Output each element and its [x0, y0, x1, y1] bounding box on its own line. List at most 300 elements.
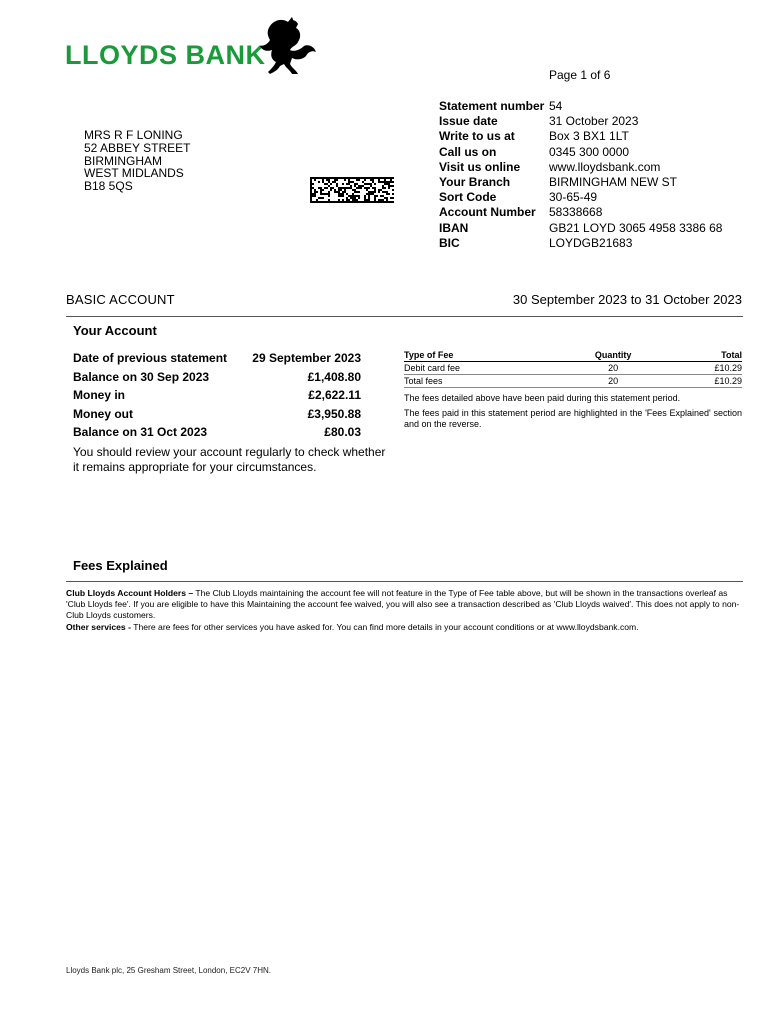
barcode-module: [310, 185, 312, 187]
barcode-module: [374, 197, 376, 199]
barcode-module: [352, 189, 354, 191]
barcode-module: [374, 201, 376, 203]
barcode-module: [338, 201, 340, 203]
barcode-module: [350, 195, 352, 197]
barcode-module: [384, 201, 386, 203]
barcode-module: [350, 201, 352, 203]
barcode-module: [342, 187, 344, 189]
barcode-module: [370, 185, 372, 187]
barcode-module: [388, 201, 390, 203]
club-lloyds-paragraph: [66, 588, 742, 620]
barcode-module: [370, 177, 372, 179]
barcode-module: [380, 177, 382, 179]
barcode-module: [382, 191, 384, 193]
barcode-module: [348, 195, 350, 197]
barcode-module: [382, 195, 384, 197]
barcode-module: [392, 181, 394, 183]
barcode-module: [380, 189, 382, 191]
barcode-module: [338, 195, 340, 197]
barcode-module: [344, 201, 346, 203]
barcode-module: [312, 193, 314, 195]
address-line: MRS R F LONING: [84, 128, 183, 142]
barcode-module: [320, 191, 322, 193]
barcode-module: [312, 183, 314, 185]
total-cell: £10.29: [664, 362, 742, 375]
barcode-module: [372, 181, 374, 183]
barcode-module: [384, 181, 386, 183]
barcode-module: [336, 179, 338, 181]
barcode-module: [322, 193, 324, 195]
barcode-module: [374, 189, 376, 191]
barcode-module: [326, 183, 328, 185]
barcode-module: [326, 177, 328, 179]
barcode-module: [336, 177, 338, 179]
barcode-module: [384, 197, 386, 199]
table-row: [404, 362, 742, 375]
barcode-module: [384, 177, 386, 179]
barcode-module: [340, 189, 342, 191]
barcode-module: [388, 183, 390, 185]
barcode-module: [342, 193, 344, 195]
barcode-module: [344, 191, 346, 193]
barcode-module: [320, 177, 322, 179]
barcode-module: [370, 201, 372, 203]
barcode-module: [330, 189, 332, 191]
barcode-module: [348, 183, 350, 185]
barcode-module: [386, 181, 388, 183]
summary-label: Money in: [73, 388, 126, 402]
barcode-module: [354, 195, 356, 197]
barcode-module: [334, 181, 336, 183]
barcode-module: [380, 199, 382, 201]
barcode-module: [368, 177, 370, 179]
barcode-module: [352, 177, 354, 179]
barcode-module: [360, 177, 362, 179]
summary-row: [73, 405, 361, 424]
info-value: GB21 LOYD 3065 4958 3386 68: [549, 220, 723, 235]
barcode-module: [350, 187, 352, 189]
barcode-module: [334, 191, 336, 193]
summary-label: Balance on 31 Oct 2023: [73, 425, 208, 439]
barcode-module: [340, 187, 342, 189]
barcode-module: [310, 195, 312, 197]
barcode-module: [372, 177, 374, 179]
fees-explained-title: Fees Explained: [73, 558, 168, 573]
barcode-module: [310, 181, 312, 183]
barcode-module: [338, 191, 340, 193]
info-row: [439, 99, 722, 114]
barcode-module: [332, 177, 334, 179]
info-row: [439, 236, 722, 251]
info-label: Your Branch: [439, 174, 511, 189]
barcode-module: [374, 177, 376, 179]
barcode-module: [368, 201, 370, 203]
fees-note: The fees detailed above have been paid during this statement period.: [404, 393, 681, 403]
barcode-module: [382, 201, 384, 203]
barcode-module: [310, 197, 312, 199]
barcode-module: [346, 187, 348, 189]
info-row: [439, 175, 722, 190]
barcode-module: [330, 187, 332, 189]
barcode-module: [316, 199, 318, 201]
barcode-module: [354, 189, 356, 191]
barcode-module: [372, 193, 374, 195]
barcode-module: [366, 187, 368, 189]
barcode-module: [366, 177, 368, 179]
barcode-module: [392, 185, 394, 187]
barcode-module: [326, 187, 328, 189]
barcode-module: [356, 177, 358, 179]
barcode-module: [350, 185, 352, 187]
footer-address: Lloyds Bank plc, 25 Gresham Street, London, EC2V 7HN.: [66, 966, 271, 975]
barcode-module: [338, 187, 340, 189]
barcode-icon: [310, 177, 394, 203]
barcode-module: [356, 201, 358, 203]
barcode-module: [328, 191, 330, 193]
barcode-module: [332, 201, 334, 203]
customer-address: [84, 129, 191, 193]
info-value: LOYDGB21683: [549, 235, 633, 250]
barcode-module: [314, 201, 316, 203]
barcode-module: [350, 197, 352, 199]
barcode-module: [320, 193, 322, 195]
barcode-module: [334, 179, 336, 181]
barcode-module: [336, 185, 338, 187]
barcode-module: [390, 201, 392, 203]
barcode-module: [360, 187, 362, 189]
info-label: Visit us online: [439, 159, 521, 174]
barcode-module: [352, 195, 354, 197]
barcode-module: [342, 191, 344, 193]
barcode-module: [368, 183, 370, 185]
barcode-module: [312, 177, 314, 179]
barcode-module: [310, 199, 312, 201]
barcode-module: [376, 201, 378, 203]
fees-note: The fees paid in this statement period are highlighted in the 'Fees Explained' section and on the reverse.: [404, 407, 742, 429]
barcode-module: [356, 183, 358, 185]
barcode-module: [384, 179, 386, 181]
barcode-module: [364, 179, 366, 181]
barcode-module: [378, 189, 380, 191]
info-label: Sort Code: [439, 190, 497, 205]
info-value: Box 3 BX1 1LT: [549, 129, 629, 144]
barcode-module: [382, 185, 384, 187]
barcode-module: [380, 181, 382, 183]
barcode-module: [374, 191, 376, 193]
summary-label: Balance on 30 Sep 2023: [73, 369, 210, 384]
barcode-module: [382, 181, 384, 183]
barcode-module: [390, 181, 392, 183]
summary-value: £2,622.11: [308, 388, 361, 402]
barcode-module: [342, 199, 344, 201]
barcode-module: [386, 183, 388, 185]
fees-table: [404, 349, 742, 388]
barcode-module: [388, 193, 390, 195]
barcode-module: [358, 195, 360, 197]
barcode-module: [314, 177, 316, 179]
account-type: BASIC ACCOUNT: [66, 292, 175, 307]
barcode-module: [318, 197, 320, 199]
barcode-module: [378, 191, 380, 193]
barcode-module: [358, 201, 360, 203]
barcode-module: [334, 189, 336, 191]
barcode-module: [388, 187, 390, 189]
barcode-module: [392, 197, 394, 199]
barcode-module: [342, 177, 344, 179]
barcode-module: [374, 199, 376, 201]
barcode-module: [328, 195, 330, 197]
barcode-module: [380, 201, 382, 203]
barcode-module: [346, 177, 348, 179]
info-label: Statement number: [439, 99, 545, 113]
total-header: Total: [664, 349, 742, 362]
barcode-module: [310, 189, 312, 191]
barcode-module: [354, 177, 356, 179]
summary-row: [73, 368, 361, 387]
barcode-module: [386, 191, 388, 193]
barcode-module: [358, 191, 360, 193]
barcode-module: [338, 177, 340, 179]
barcode-module: [338, 193, 340, 195]
barcode-module: [372, 179, 374, 181]
quantity-header: Quantity: [562, 349, 665, 362]
summary-value: £80.03: [324, 425, 361, 439]
summary-label: Money out: [73, 406, 133, 421]
barcode-module: [340, 195, 342, 197]
barcode-module: [346, 201, 348, 203]
barcode-module: [322, 201, 324, 203]
barcode-module: [310, 191, 312, 193]
barcode-module: [328, 177, 330, 179]
table-row: [404, 375, 742, 388]
barcode-module: [354, 183, 356, 185]
info-label: IBAN: [439, 220, 469, 235]
barcode-module: [344, 189, 346, 191]
fee-type-cell: Total fees: [404, 375, 562, 388]
barcode-module: [370, 191, 372, 193]
barcode-module: [390, 179, 392, 181]
barcode-module: [370, 193, 372, 195]
info-label: Account Number: [439, 205, 536, 220]
barcode-module: [346, 199, 348, 201]
statement-info: [439, 99, 722, 251]
barcode-module: [314, 191, 316, 193]
barcode-module: [364, 183, 366, 185]
barcode-module: [354, 199, 356, 201]
info-label: Write to us at: [439, 129, 515, 144]
quantity-cell: 20: [562, 362, 665, 375]
barcode-module: [382, 187, 384, 189]
barcode-module: [336, 183, 338, 185]
divider: [66, 316, 743, 317]
barcode-module: [386, 201, 388, 203]
black-horse-logo-icon: [252, 16, 324, 78]
barcode-module: [324, 201, 326, 203]
barcode-module: [346, 197, 348, 199]
barcode-module: [344, 177, 346, 179]
info-row: [439, 190, 722, 205]
info-value: www.lloydsbank.com: [549, 159, 661, 174]
barcode-module: [356, 179, 358, 181]
barcode-module: [384, 183, 386, 185]
barcode-module: [314, 179, 316, 181]
barcode-module: [324, 177, 326, 179]
barcode-module: [318, 201, 320, 203]
barcode-module: [336, 191, 338, 193]
barcode-module: [368, 193, 370, 195]
barcode-module: [390, 177, 392, 179]
barcode-module: [320, 189, 322, 191]
club-lloyds-label: Club Lloyds Account Holders –: [66, 588, 194, 598]
barcode-module: [328, 201, 330, 203]
barcode-module: [368, 187, 370, 189]
summary-row: [73, 349, 361, 368]
barcode-module: [376, 177, 378, 179]
barcode-module: [310, 201, 312, 203]
barcode-module: [342, 195, 344, 197]
info-value: 31 October 2023: [549, 114, 639, 129]
barcode-module: [310, 179, 312, 181]
barcode-module: [366, 199, 368, 201]
barcode-module: [348, 179, 350, 181]
barcode-module: [330, 177, 332, 179]
barcode-module: [326, 201, 328, 203]
address-line: BIRMINGHAM: [84, 153, 162, 168]
barcode-module: [368, 199, 370, 201]
barcode-module: [358, 179, 360, 181]
barcode-module: [326, 193, 328, 195]
barcode-module: [310, 177, 312, 179]
account-summary: [73, 349, 361, 442]
barcode-module: [326, 179, 328, 181]
barcode-module: [362, 181, 364, 183]
barcode-module: [392, 177, 394, 179]
barcode-module: [328, 181, 330, 183]
fees-section: [404, 349, 742, 431]
total-cell: £10.29: [664, 375, 742, 388]
barcode-module: [350, 181, 352, 183]
barcode-module: [368, 195, 370, 197]
quantity-cell: 20: [562, 375, 665, 388]
barcode-module: [382, 177, 384, 179]
other-services-label: Other services -: [66, 622, 131, 633]
barcode-module: [358, 177, 360, 179]
barcode-module: [340, 177, 342, 179]
barcode-module: [312, 201, 314, 203]
barcode-module: [316, 177, 318, 179]
barcode-module: [380, 195, 382, 197]
fees-explained-text: [66, 588, 742, 635]
barcode-module: [372, 191, 374, 193]
barcode-module: [356, 199, 358, 201]
summary-value: 29 September 2023: [252, 351, 361, 365]
barcode-module: [312, 187, 314, 189]
barcode-module: [322, 189, 324, 191]
info-value: 58338668: [549, 205, 603, 220]
barcode-module: [374, 187, 376, 189]
barcode-module: [384, 191, 386, 193]
barcode-module: [354, 201, 356, 203]
barcode-module: [310, 183, 312, 185]
barcode-module: [364, 199, 366, 201]
barcode-module: [364, 197, 366, 199]
barcode-module: [334, 177, 336, 179]
barcode-module: [332, 181, 334, 183]
info-row: [439, 129, 722, 144]
barcode-module: [364, 187, 366, 189]
barcode-module: [344, 179, 346, 181]
address-line: 52 ABBEY STREET: [84, 140, 191, 155]
barcode-module: [358, 197, 360, 199]
your-account-title: Your Account: [73, 323, 157, 338]
barcode-module: [362, 185, 364, 187]
barcode-module: [392, 201, 394, 203]
barcode-module: [322, 197, 324, 199]
barcode-module: [372, 201, 374, 203]
barcode-module: [382, 199, 384, 201]
club-lloyds-text: The Club Lloyds maintaining the account fee will not feature in the Type of Fee table above, but will be shown in the transactions overleaf as 'Club Lloyds fee'. If you are eligible to have this Maintaining the account fee waived, you will also see a transaction described as 'Club Lloyds waived'. This does not apply to non-Club Lloyds customers.: [66, 588, 740, 620]
other-services-text: There are fees for other services you have asked for. You can find more details in your account conditions or at www.lloydsbank.com.: [130, 622, 639, 633]
barcode-module: [378, 201, 380, 203]
barcode-module: [362, 201, 364, 203]
barcode-module: [310, 187, 312, 189]
barcode-module: [370, 179, 372, 181]
info-label: Call us on: [439, 144, 497, 159]
summary-row: [73, 386, 361, 405]
barcode-module: [358, 185, 360, 187]
barcode-module: [354, 191, 356, 193]
barcode-module: [338, 189, 340, 191]
bank-logo-text: LLOYDS BANK: [65, 40, 266, 70]
barcode-module: [364, 177, 366, 179]
barcode-module: [324, 193, 326, 195]
barcode-module: [322, 179, 324, 181]
barcode-module: [348, 187, 350, 189]
barcode-module: [366, 189, 368, 191]
barcode-module: [328, 185, 330, 187]
barcode-module: [356, 195, 358, 197]
address-line: B18 5QS: [84, 179, 133, 194]
info-label: BIC: [439, 235, 460, 250]
barcode-module: [318, 177, 320, 179]
barcode-module: [328, 179, 330, 181]
statement-period: 30 September 2023 to 31 October 2023: [512, 292, 742, 307]
summary-label: Date of previous statement: [73, 351, 228, 365]
divider: [66, 581, 743, 582]
barcode-module: [388, 181, 390, 183]
barcode-module: [322, 177, 324, 179]
barcode-module: [320, 201, 322, 203]
barcode-module: [324, 183, 326, 185]
barcode-module: [340, 193, 342, 195]
barcode-module: [328, 199, 330, 201]
barcode-module: [366, 201, 368, 203]
info-row: [439, 205, 722, 220]
barcode-module: [324, 187, 326, 189]
barcode-module: [378, 199, 380, 201]
barcode-module: [330, 201, 332, 203]
barcode-module: [322, 181, 324, 183]
barcode-module: [376, 195, 378, 197]
summary-row: [73, 423, 361, 442]
barcode-module: [348, 181, 350, 183]
barcode-module: [332, 187, 334, 189]
barcode-module: [312, 195, 314, 197]
barcode-module: [320, 187, 322, 189]
barcode-module: [372, 187, 374, 189]
fee-type-header: Type of Fee: [404, 349, 562, 362]
barcode-module: [318, 187, 320, 189]
